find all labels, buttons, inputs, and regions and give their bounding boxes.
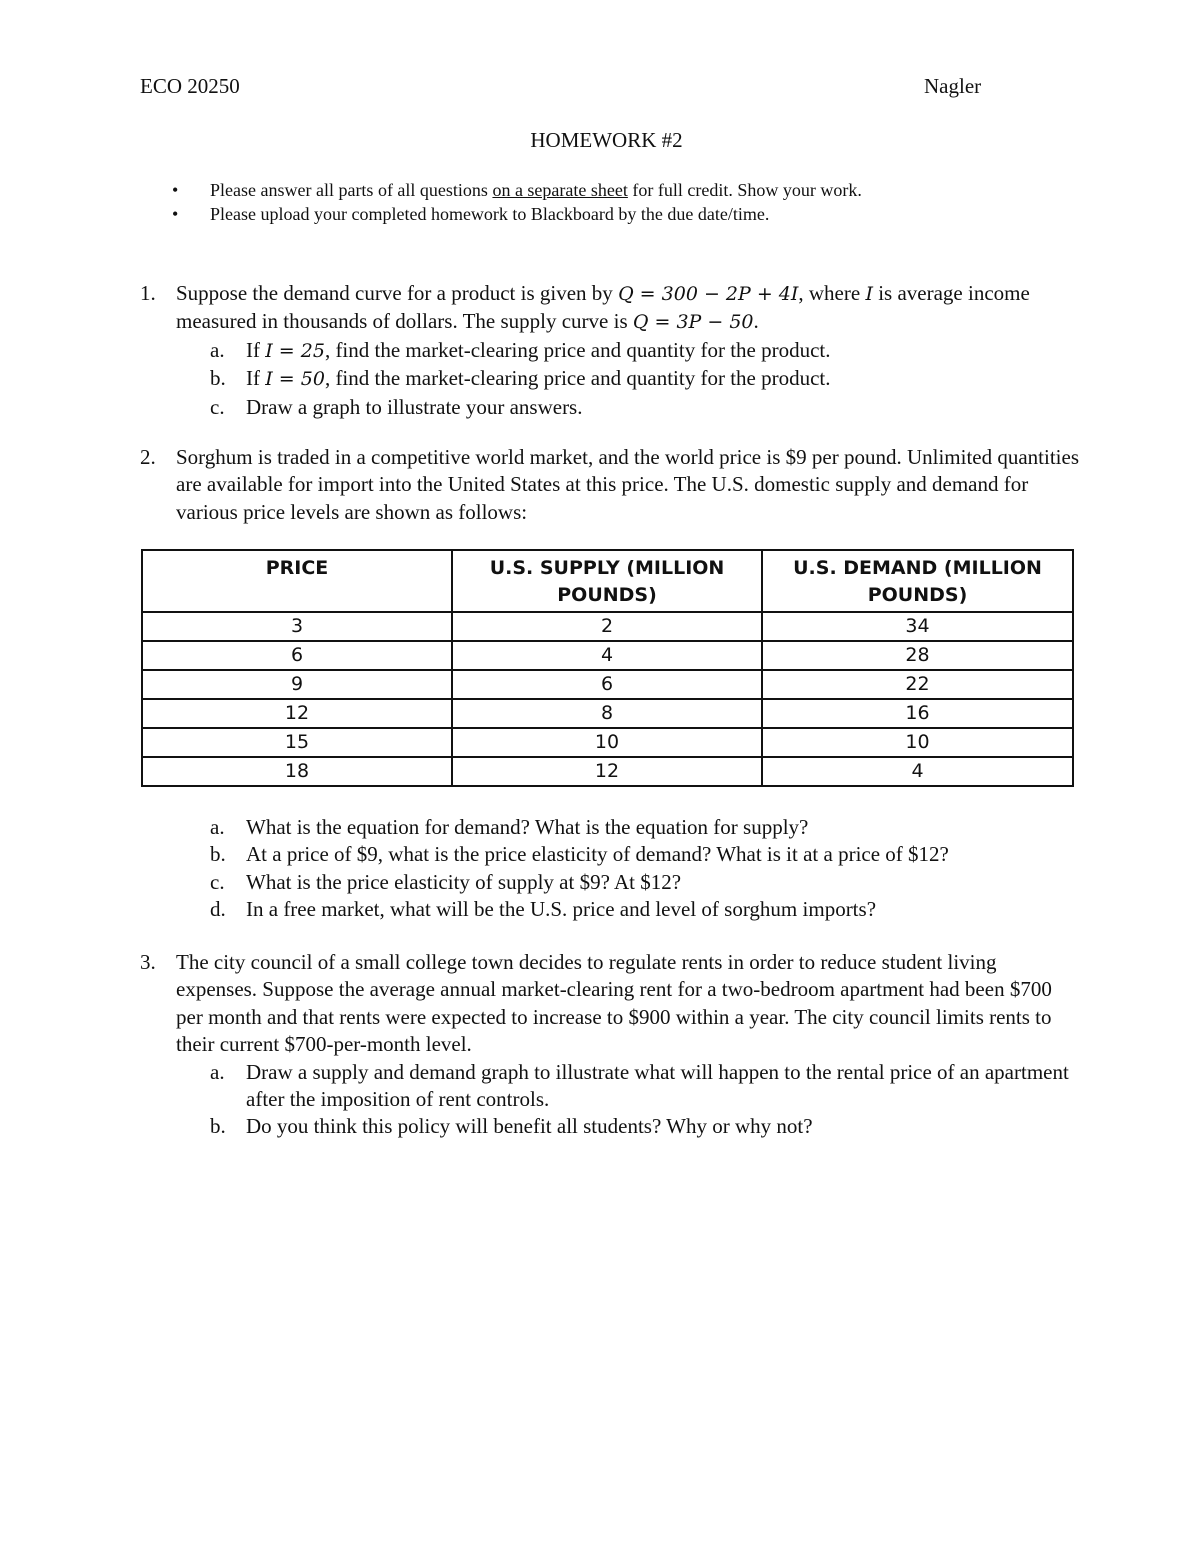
- demand-cell: 16: [762, 699, 1073, 728]
- subquestion-2b: [210, 841, 1080, 868]
- subquestion-1a: [210, 337, 1080, 365]
- subquestion-label: a.: [210, 337, 225, 362]
- subquestion-1b: [210, 365, 1080, 393]
- demand-equation: Q = 300 − 2P + 4I: [618, 283, 799, 305]
- supply-cell: 8: [452, 699, 762, 728]
- table-row: [142, 612, 1073, 641]
- demand-cell: 28: [762, 641, 1073, 670]
- subquestion-text: Draw a supply and demand graph to illustrate what will happen to the rental price of an apartment after the imposition of rent controls.: [246, 1059, 1069, 1112]
- table-row: [142, 641, 1073, 670]
- subquestion-text: In a free market, what will be the U.S. price and level of sorghum imports?: [246, 897, 877, 922]
- price-cell: 9: [142, 670, 452, 699]
- instructor-name: Nagler: [924, 74, 982, 98]
- question-1: [140, 280, 1080, 421]
- question-text: [176, 280, 1080, 337]
- question-text-part: .: [753, 309, 759, 334]
- subquestion-label: b.: [210, 366, 226, 391]
- demand-cell: 4: [762, 757, 1073, 786]
- price-cell: 12: [142, 699, 452, 728]
- question-number: 1.: [140, 281, 156, 305]
- subquestion-label: b.: [210, 1114, 226, 1139]
- subquestion-text: If: [246, 337, 266, 362]
- sorghum-table: [141, 549, 1074, 787]
- subquestion-text: Draw a graph to illustrate your answers.: [246, 394, 583, 419]
- subquestion-text: , find the market-clearing price and quantity for the product.: [324, 366, 831, 391]
- supply-equation: Q = 3P − 50: [632, 311, 754, 334]
- subquestion-2a: [210, 814, 1080, 841]
- demand-cell: 22: [762, 670, 1073, 699]
- instruction-item: [172, 178, 862, 202]
- course-code: ECO 20250: [140, 74, 240, 98]
- question-2: [140, 444, 1080, 526]
- income-variable: I: [865, 283, 873, 305]
- question-text: The city council of a small college town decides to regulate rents in order to reduce student living expenses. Suppose the average annual market-clearing rent for a two-bedroom apartment had been $700 per month and that rents were expected to increase to $900 within a year. The city council limits rents to their current $700-per-month level.: [176, 950, 1052, 1057]
- column-header-demand: U.S. DEMAND (MILLION POUNDS): [762, 550, 1073, 612]
- question-text-part: is average income measured in thousands of dollars. The supply curve is: [176, 281, 1030, 334]
- question-text: Sorghum is traded in a competitive world market, and the world price is $9 per pound. Unlimited quantities are available for import into the United States at this price. The U.S. domestic supply and demand for various price levels are shown as follows:: [176, 445, 1080, 524]
- supply-cell: 12: [452, 757, 762, 786]
- question-number: 3.: [140, 950, 156, 974]
- instruction-item: [172, 202, 862, 226]
- instruction-underlined-text: on a separate sheet: [492, 180, 628, 200]
- price-cell: 15: [142, 728, 452, 757]
- subquestion-3b: [210, 1113, 1080, 1140]
- instructions-list: [172, 178, 862, 226]
- subquestion-2d: [210, 896, 1080, 923]
- column-header-price: PRICE: [142, 550, 452, 612]
- subquestion-text: At a price of $9, what is the price elasticity of demand? What is it at a price of $12?: [246, 842, 949, 867]
- subquestion-label: c.: [210, 869, 225, 894]
- subquestion-1c: [210, 394, 1080, 421]
- subquestion-label: d.: [210, 897, 226, 922]
- supply-cell: 10: [452, 728, 762, 757]
- demand-cell: 34: [762, 612, 1073, 641]
- subquestion-3a: [210, 1059, 1080, 1114]
- price-cell: 6: [142, 641, 452, 670]
- table-row: [142, 728, 1073, 757]
- page-title: HOMEWORK #2: [530, 128, 683, 152]
- subquestion-text: If: [246, 366, 266, 391]
- question-text-part: Suppose the demand curve for a product is given by: [176, 281, 619, 305]
- price-cell: 18: [142, 757, 452, 786]
- instruction-text: for full credit. Show your work.: [627, 180, 862, 200]
- income-value: I = 25: [265, 339, 325, 362]
- subquestion-text: What is the equation for demand? What is the equation for supply?: [246, 815, 809, 839]
- table-row: [142, 757, 1073, 786]
- bullet-icon: •: [172, 180, 179, 200]
- subquestion-label: b.: [210, 842, 226, 867]
- question-number: 2.: [140, 445, 156, 469]
- table-header-row: [142, 550, 1073, 612]
- table-row: [142, 699, 1073, 728]
- subquestion-2c: [210, 869, 1080, 896]
- subquestion-text: What is the price elasticity of supply at $9? At $12?: [246, 869, 682, 894]
- question-text-part: , where: [798, 281, 866, 305]
- subquestion-label: a.: [210, 1059, 225, 1084]
- subquestion-label: c.: [210, 394, 225, 419]
- question-2-subquestions: [140, 814, 1080, 924]
- instruction-text: Please upload your completed homework to Blackboard by the due date/time.: [210, 204, 770, 224]
- supply-cell: 6: [452, 670, 762, 699]
- column-header-supply: U.S. SUPPLY (MILLION POUNDS): [452, 550, 762, 612]
- subquestion-text: Do you think this policy will benefit all students? Why or why not?: [246, 1114, 813, 1139]
- demand-cell: 10: [762, 728, 1073, 757]
- income-value: I = 50: [265, 368, 325, 391]
- instruction-text: Please answer all parts of all questions: [210, 180, 493, 200]
- supply-cell: 2: [452, 612, 762, 641]
- question-3: [140, 949, 1080, 1141]
- supply-cell: 4: [452, 641, 762, 670]
- subquestion-label: a.: [210, 815, 225, 839]
- subquestion-text: , find the market-clearing price and quantity for the product.: [324, 337, 831, 362]
- bullet-icon: •: [172, 204, 179, 224]
- price-cell: 3: [142, 612, 452, 641]
- table-row: [142, 670, 1073, 699]
